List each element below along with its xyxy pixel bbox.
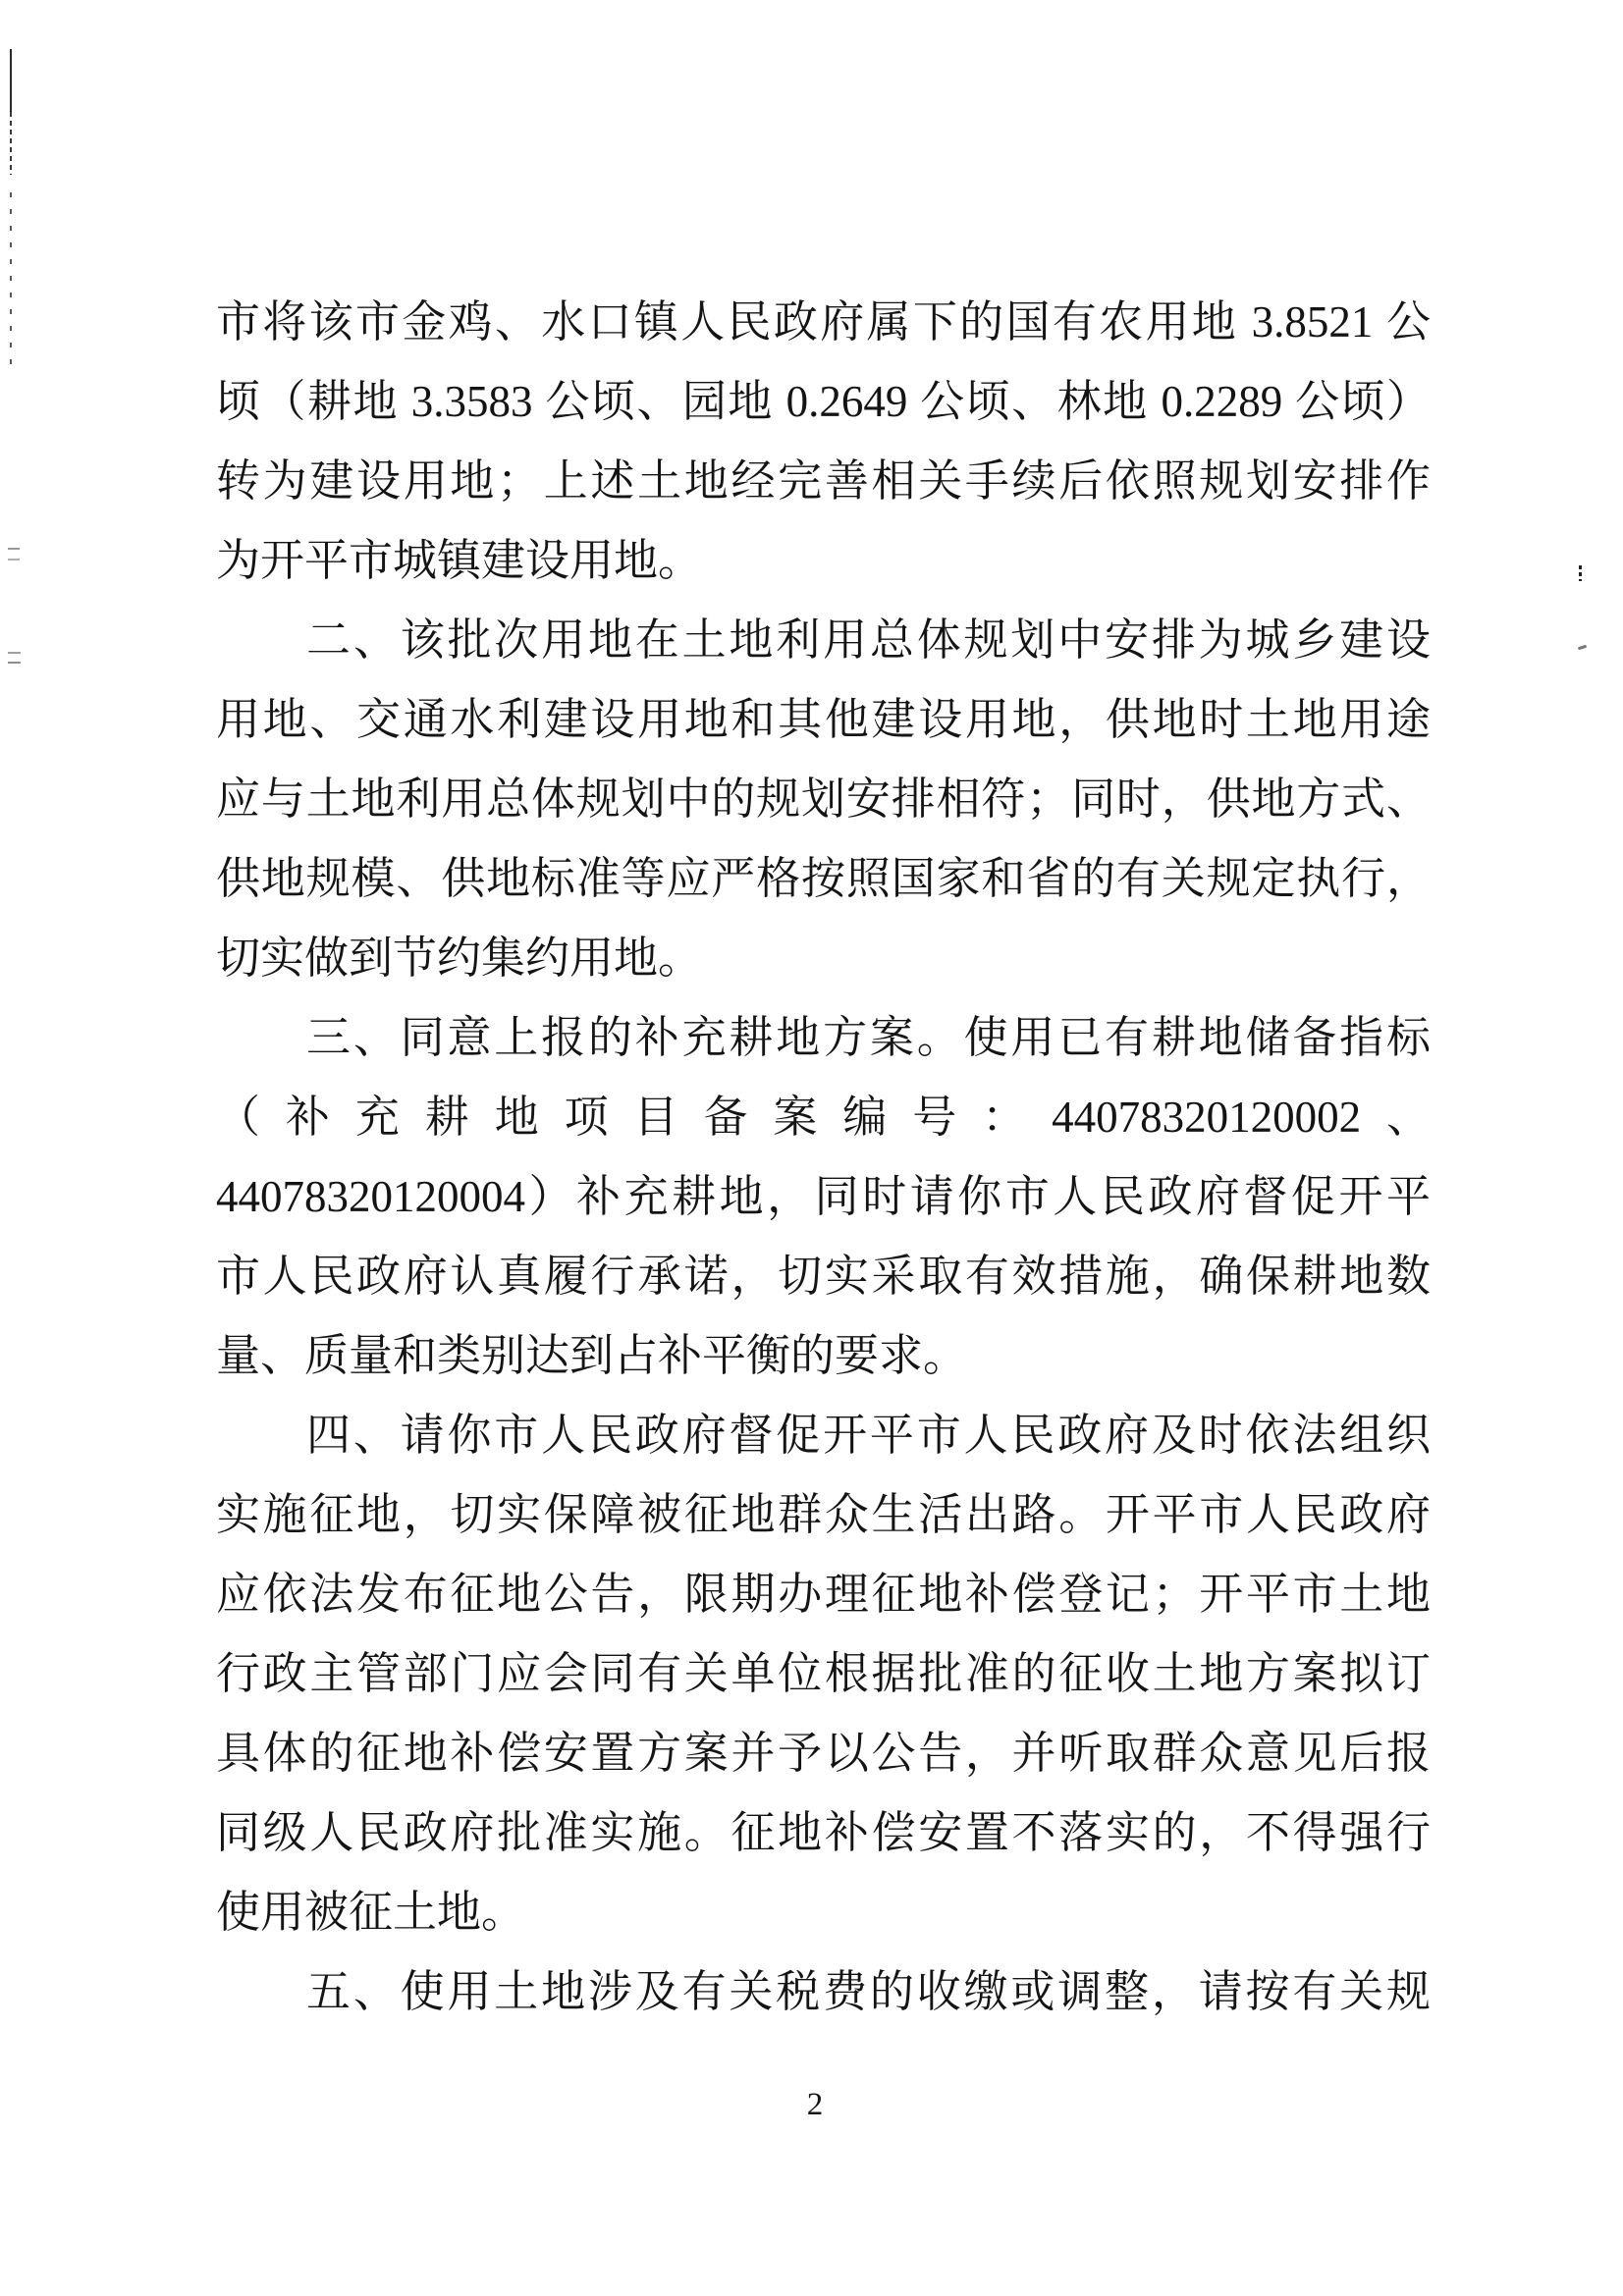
scan-artifact-left-smudge-1 xyxy=(8,548,20,561)
text-line: 二、该批次用地在土地利用总体规划中安排为城乡建设 xyxy=(306,615,1431,665)
text-line: 市人民政府认真履行承诺，切实采取有效措施，确保耕地数 xyxy=(216,1252,1431,1301)
text-line: 四、请你市人民政府督促开平市人民政府及时依法组织 xyxy=(306,1411,1431,1460)
text-line: 量、质量和类别达到占补平衡的要求。 xyxy=(216,1331,968,1380)
page-number: 2 xyxy=(806,2087,824,2122)
body-text xyxy=(216,283,1431,2032)
text-line: 应与土地利用总体规划中的规划安排相符；同时，供地方式、 xyxy=(216,774,1431,824)
text-line: 供地规模、供地标准等应严格按照国家和省的有关规定执行， xyxy=(216,854,1431,903)
scan-artifact-left-smudge-2 xyxy=(8,652,21,664)
text-line: 为开平市城镇建设用地。 xyxy=(216,536,703,585)
scan-artifact-left-dashed-line xyxy=(10,112,12,175)
text-line: 切实做到节约集约用地。 xyxy=(216,934,703,983)
text-line: 三、同意上报的补充耕地方案。使用已有耕地储备指标 xyxy=(306,1013,1431,1062)
scan-artifact-left-solid-line xyxy=(10,49,12,112)
text-line: 市将该市金鸡、水口镇人民政府属下的国有农用地 3.8521 公 xyxy=(216,297,1431,347)
text-line: 顷（耕地 3.3583 公顷、园地 0.2649 公顷、林地 0.2289 公顷） xyxy=(216,377,1431,426)
scan-artifact-right-tick xyxy=(1579,565,1582,581)
text-line: （补充耕地项目备案编号：44078320120002、 xyxy=(216,1093,1431,1142)
text-line: 用地、交通水利建设用地和其他建设用地，供地时土地用途 xyxy=(216,695,1431,744)
text-line: 44078320120004）补充耕地，同时请你市人民政府督促开平 xyxy=(216,1172,1431,1221)
text-line: 使用被征土地。 xyxy=(216,1888,526,1937)
text-line: 同级人民政府批准实施。征地补偿安置不落实的，不得强行 xyxy=(216,1808,1431,1857)
text-line: 具体的征地补偿安置方案并予以公告，并听取群众意见后报 xyxy=(216,1729,1431,1778)
scan-artifact-right-dash xyxy=(1578,645,1587,651)
text-line: 五、使用土地涉及有关税费的收缴或调整，请按有关规 xyxy=(306,1967,1431,2016)
scan-artifact-left-dotted-line xyxy=(10,192,12,369)
text-line: 行政主管部门应会同有关单位根据批准的征收土地方案拟订 xyxy=(216,1649,1431,1698)
text-line: 应依法发布征地公告，限期办理征地补偿登记；开平市土地 xyxy=(216,1570,1431,1619)
text-line: 转为建设用地；上述土地经完善相关手续后依照规划安排作 xyxy=(216,456,1431,506)
text-line: 实施征地，切实保障被征地群众生活出路。开平市人民政府 xyxy=(216,1490,1431,1539)
